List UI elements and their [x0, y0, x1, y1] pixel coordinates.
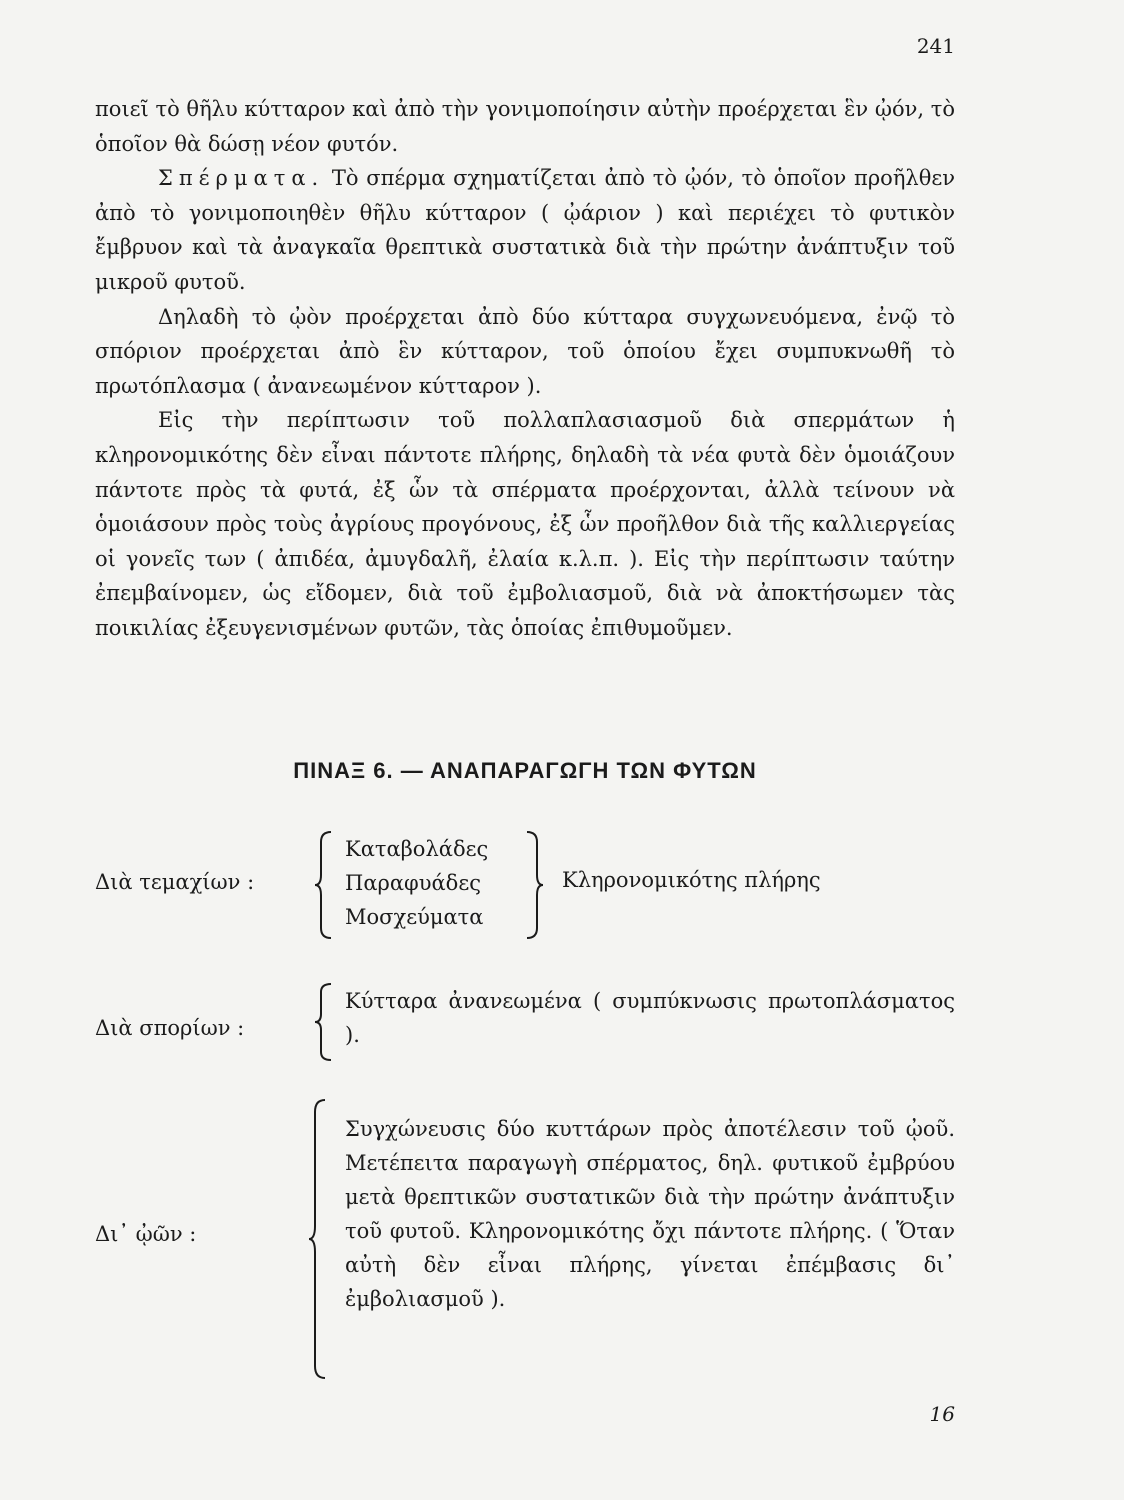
- page-number: 241: [916, 34, 955, 58]
- signature-number: 16: [929, 1402, 955, 1426]
- list-item: Παραφυάδες: [345, 871, 481, 895]
- left-brace-icon: [313, 982, 335, 1062]
- section-heading-spermata: Σπέρματα.: [158, 166, 325, 191]
- paragraph-2: [95, 161, 955, 299]
- paragraph-4: Εἰς τὴν περίπτωσιν τοῦ πολλαπλασιασμοῦ διὰ σπερμάτων ἡ κληρονομικότης δὲν εἶναι πάντοτε πλήρης, δηλαδὴ τὰ νέα φυτὰ δὲν ὁμοιάζουν πάντοτε πρὸς τὰ φυτά, ἐξ ὧν τὰ σπέρματα προέρχονται, ἀλλὰ τείνουν νὰ ὁμοιάσουν πρὸς τοὺς ἀγρίους προγόνους, ἐξ ὧν προῆλθον διὰ τῆς καλλιεργείας οἱ γονεῖς των ( ἀπιδέα, ἀμυγδαλῆ, ἐλαία κ.λ.π. ). Εἰς τὴν περίπτωσιν ταύτην ἐπεμβαίνομεν, ὡς εἴδομεν, διὰ τοῦ ἐμβολιασμοῦ, διὰ νὰ ἀποκτήσωμεν τὰς ποικιλίας ἐξευγενισμένων φυτῶν, τὰς ὁποίας ἐπιθυμοῦμεν.: [95, 408, 955, 640]
- row-label-eggs: Δι᾽ ᾠῶν :: [95, 1222, 197, 1246]
- left-brace-icon: [307, 1098, 329, 1380]
- left-brace-icon: [313, 830, 335, 940]
- right-brace-icon: [523, 830, 545, 940]
- paragraph-3: Δηλαδὴ τὸ ᾠὸν προέρχεται ἀπὸ δύο κύτταρα συγχωνευόμενα, ἐνῷ τὸ σπόριον προέρχεται ἀπὸ ἓν κύτταρον, τοῦ ὁποίου ἔχει συμπυκνωθῆ τὸ πρωτόπλασμα ( ἀνανεωμένον κύτταρον ).: [95, 304, 955, 398]
- row-items-cuttings: [345, 832, 488, 934]
- row-text-eggs: Συγχώνευσις δύο κυττάρων πρὸς ἀποτέλεσιν τοῦ ᾠοῦ. Μετέπειτα παραγωγὴ σπέρματος, δηλ. φυτικοῦ ἐμβρύου μετὰ θρεπτικῶν συστατικῶν διὰ τὴν πρώτην ἀνάπτυξιν τοῦ φυτοῦ. Κληρονομικότης ὄχι πάντοτε πλήρης. ( Ὅταν αὐτὴ δὲν εἶναι πλήρης, γίνεται ἐπέμβασις δι᾽ ἐμβολιασμοῦ ).: [345, 1117, 955, 1311]
- row-result-cuttings: Κληρονομικότης πλήρης: [562, 868, 821, 892]
- body-text: [95, 92, 955, 646]
- row-label-cuttings: Διὰ τεμαχίων :: [95, 870, 255, 894]
- table-title: ΠΙΝΑΞ 6. — ΑΝΑΠΑΡΑΓΩΓΗ ΤΩΝ ΦΥΤΩΝ: [293, 758, 757, 783]
- paragraph-2-text: Τὸ σπέρμα σχηματίζεται ἀπὸ τὸ ᾠόν, τὸ ὁποῖον προῆλθεν ἀπὸ τὸ γονιμοποιηθὲν θῆλυ κύτταρον ( ᾠάριον ) καὶ περιέχει τὸ φυτικὸν ἔμβρυον καὶ τὰ ἀναγκαῖα θρεπτικὰ συστατικὰ διὰ τὴν πρώτην ἀνάπτυξιν τοῦ μικροῦ φυτοῦ.: [95, 166, 955, 294]
- list-item: Μοσχεύματα: [345, 905, 484, 929]
- row-label-spores: Διὰ σπορίων :: [95, 1016, 245, 1040]
- paragraph-1: ποιεῖ τὸ θῆλυ κύτταρον καὶ ἀπὸ τὴν γονιμοποίησιν αὐτὴν προέρχεται ἓν ᾠόν, τὸ ὁποῖον θὰ δώσῃ νέον φυτόν.: [95, 97, 955, 156]
- row-text-spores: Κύτταρα ἀνανεωμένα ( συμπύκνωσις πρωτοπλάσματος ).: [345, 989, 955, 1047]
- list-item: Καταβολάδες: [345, 837, 489, 861]
